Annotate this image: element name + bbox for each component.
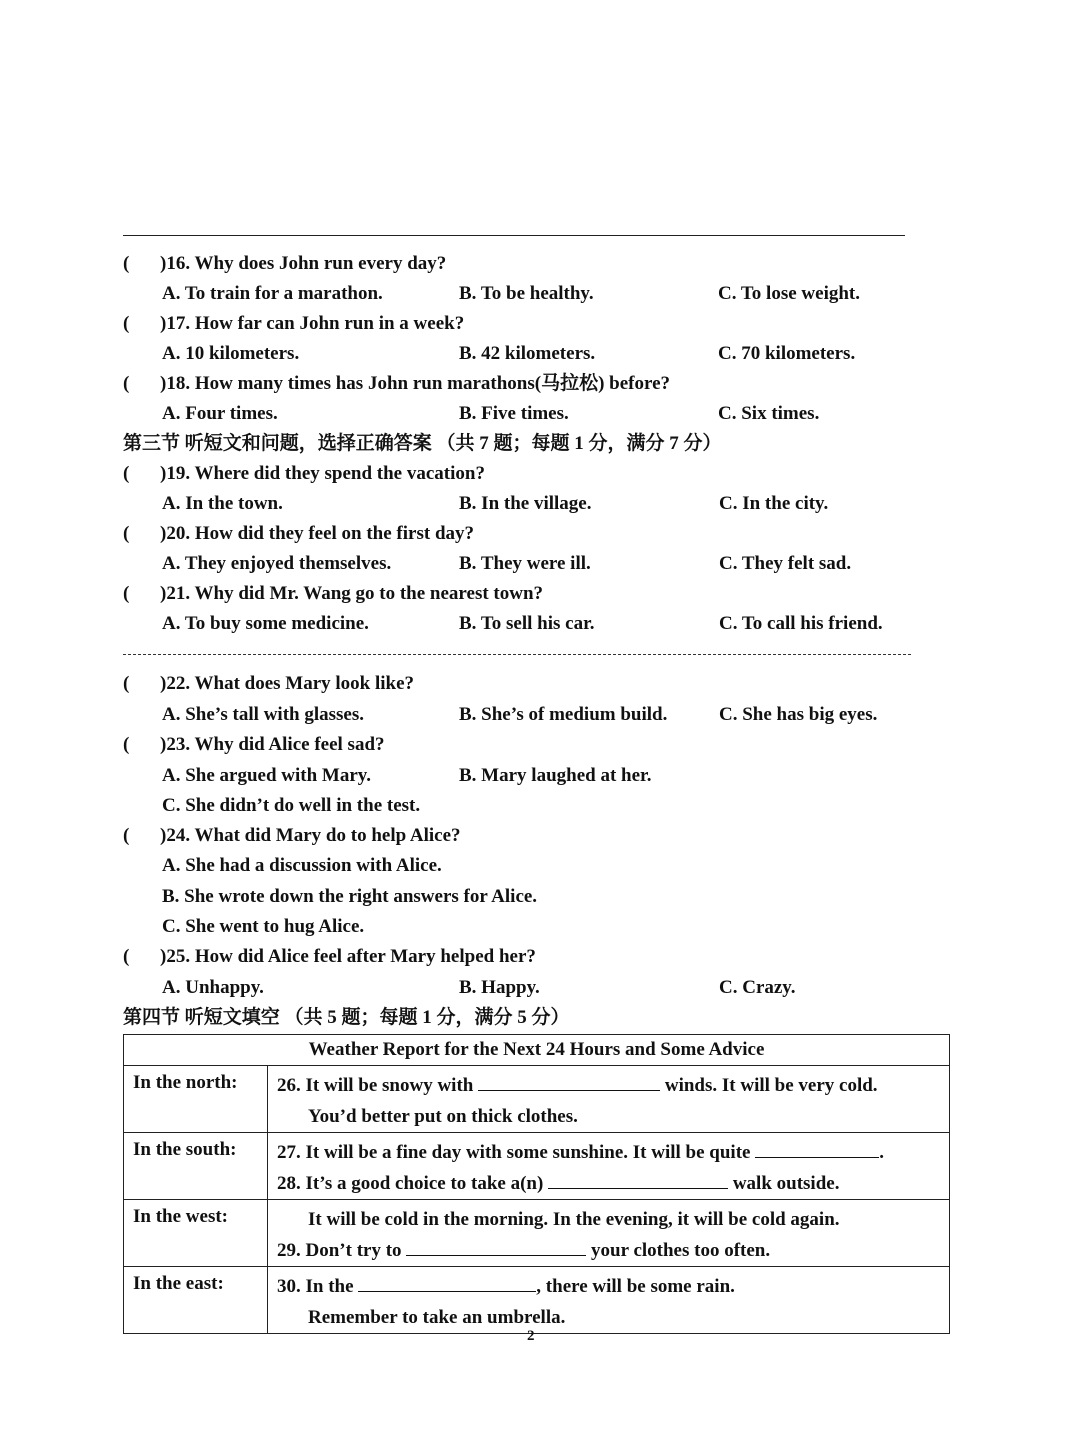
region-label: In the west:	[124, 1200, 268, 1267]
question-text: )22. What does Mary look like?	[160, 673, 415, 694]
answer-paren: (	[123, 523, 130, 544]
option-b: B. They were ill.	[459, 553, 591, 574]
option-b: B. Mary laughed at her.	[459, 765, 652, 786]
region-label: In the north:	[124, 1066, 268, 1133]
row-east	[124, 1267, 950, 1334]
option-b: B. Five times.	[459, 403, 569, 424]
question-text: )16. Why does John run every day?	[160, 253, 447, 274]
region-content: It will be cold in the morning. In the evening, it will be cold again. 29. Don’t try to your clothes too often.	[268, 1200, 950, 1267]
option-c: C. She went to hug Alice.	[162, 916, 365, 937]
question-text: )21. Why did Mr. Wang go to the nearest town?	[160, 583, 544, 604]
option-c: C. She didn’t do well in the test.	[162, 795, 421, 816]
answer-blank-28[interactable]	[548, 1171, 728, 1189]
option-a: A. They enjoyed themselves.	[162, 553, 392, 574]
row-north	[124, 1066, 950, 1133]
answer-paren: (	[123, 673, 130, 694]
weather-report-table	[123, 1034, 950, 1334]
section-3-heading: 第三节 听短文和问题，选择正确答案 （共 7 题；每题 1 分，满分 7 分）	[123, 433, 722, 454]
question-text: )18. How many times has John run marathons(马拉松) before?	[160, 373, 671, 394]
question-text: )24. What did Mary do to help Alice?	[160, 825, 461, 846]
answer-paren: (	[123, 373, 130, 394]
option-a: A. Unhappy.	[162, 977, 264, 998]
question-text: )25. How did Alice feel after Mary helped her?	[160, 946, 536, 967]
answer-paren: (	[123, 946, 130, 967]
answer-blank-30[interactable]	[358, 1274, 536, 1292]
answer-blank-29[interactable]	[406, 1238, 586, 1256]
region-label: In the south:	[124, 1133, 268, 1200]
option-a: A. She’s tall with glasses.	[162, 704, 364, 725]
option-a: A. 10 kilometers.	[162, 343, 300, 364]
region-content: 27. It will be a fine day with some sunshine. It will be quite . 28. It’s a good choice to take a(n) walk outside.	[268, 1133, 950, 1200]
option-b: B. To be healthy.	[459, 283, 594, 304]
region-content: 26. It will be snowy with winds. It will be very cold. You’d better put on thick clothes.	[268, 1066, 950, 1133]
option-b: B. Happy.	[459, 977, 540, 998]
row-west	[124, 1200, 950, 1267]
answer-paren: (	[123, 734, 130, 755]
page-number: 2	[527, 1328, 535, 1344]
option-c: C. To call his friend.	[719, 613, 883, 634]
option-a: A. To train for a marathon.	[162, 283, 383, 304]
region-label: In the east:	[124, 1267, 268, 1334]
answer-paren: (	[123, 253, 130, 274]
option-c: C. They felt sad.	[719, 553, 852, 574]
question-text: )20. How did they feel on the first day?	[160, 523, 475, 544]
table-title: Weather Report for the Next 24 Hours and Some Advice	[124, 1035, 950, 1066]
answer-paren: (	[123, 313, 130, 334]
option-c: C. In the city.	[719, 493, 829, 514]
top-rule	[123, 235, 905, 236]
region-content: 30. In the , there will be some rain. Remember to take an umbrella.	[268, 1267, 950, 1334]
option-a: A. She had a discussion with Alice.	[162, 855, 442, 876]
option-c: C. To lose weight.	[718, 283, 860, 304]
option-b: B. 42 kilometers.	[459, 343, 596, 364]
option-c: C. She has big eyes.	[719, 704, 878, 725]
answer-paren: (	[123, 463, 130, 484]
option-b: B. She wrote down the right answers for Alice.	[162, 886, 538, 907]
answer-paren: (	[123, 825, 130, 846]
option-b: B. She’s of medium build.	[459, 704, 668, 725]
answer-blank-26[interactable]	[478, 1073, 660, 1091]
answer-blank-27[interactable]	[755, 1140, 879, 1158]
question-text: )19. Where did they spend the vacation?	[160, 463, 485, 484]
option-c: C. Crazy.	[719, 977, 796, 998]
answer-paren: (	[123, 583, 130, 604]
question-text: )23. Why did Alice feel sad?	[160, 734, 385, 755]
option-a: A. Four times.	[162, 403, 278, 424]
question-text: )17. How far can John run in a week?	[160, 313, 465, 334]
option-c: C. 70 kilometers.	[718, 343, 856, 364]
dashed-divider	[123, 654, 911, 655]
option-a: A. In the town.	[162, 493, 283, 514]
option-a: A. To buy some medicine.	[162, 613, 369, 634]
option-b: B. To sell his car.	[459, 613, 595, 634]
option-c: C. Six times.	[718, 403, 820, 424]
option-b: B. In the village.	[459, 493, 592, 514]
section-4-heading: 第四节 听短文填空 （共 5 题；每题 1 分，满分 5 分）	[123, 1007, 570, 1028]
option-a: A. She argued with Mary.	[162, 765, 371, 786]
row-south	[124, 1133, 950, 1200]
